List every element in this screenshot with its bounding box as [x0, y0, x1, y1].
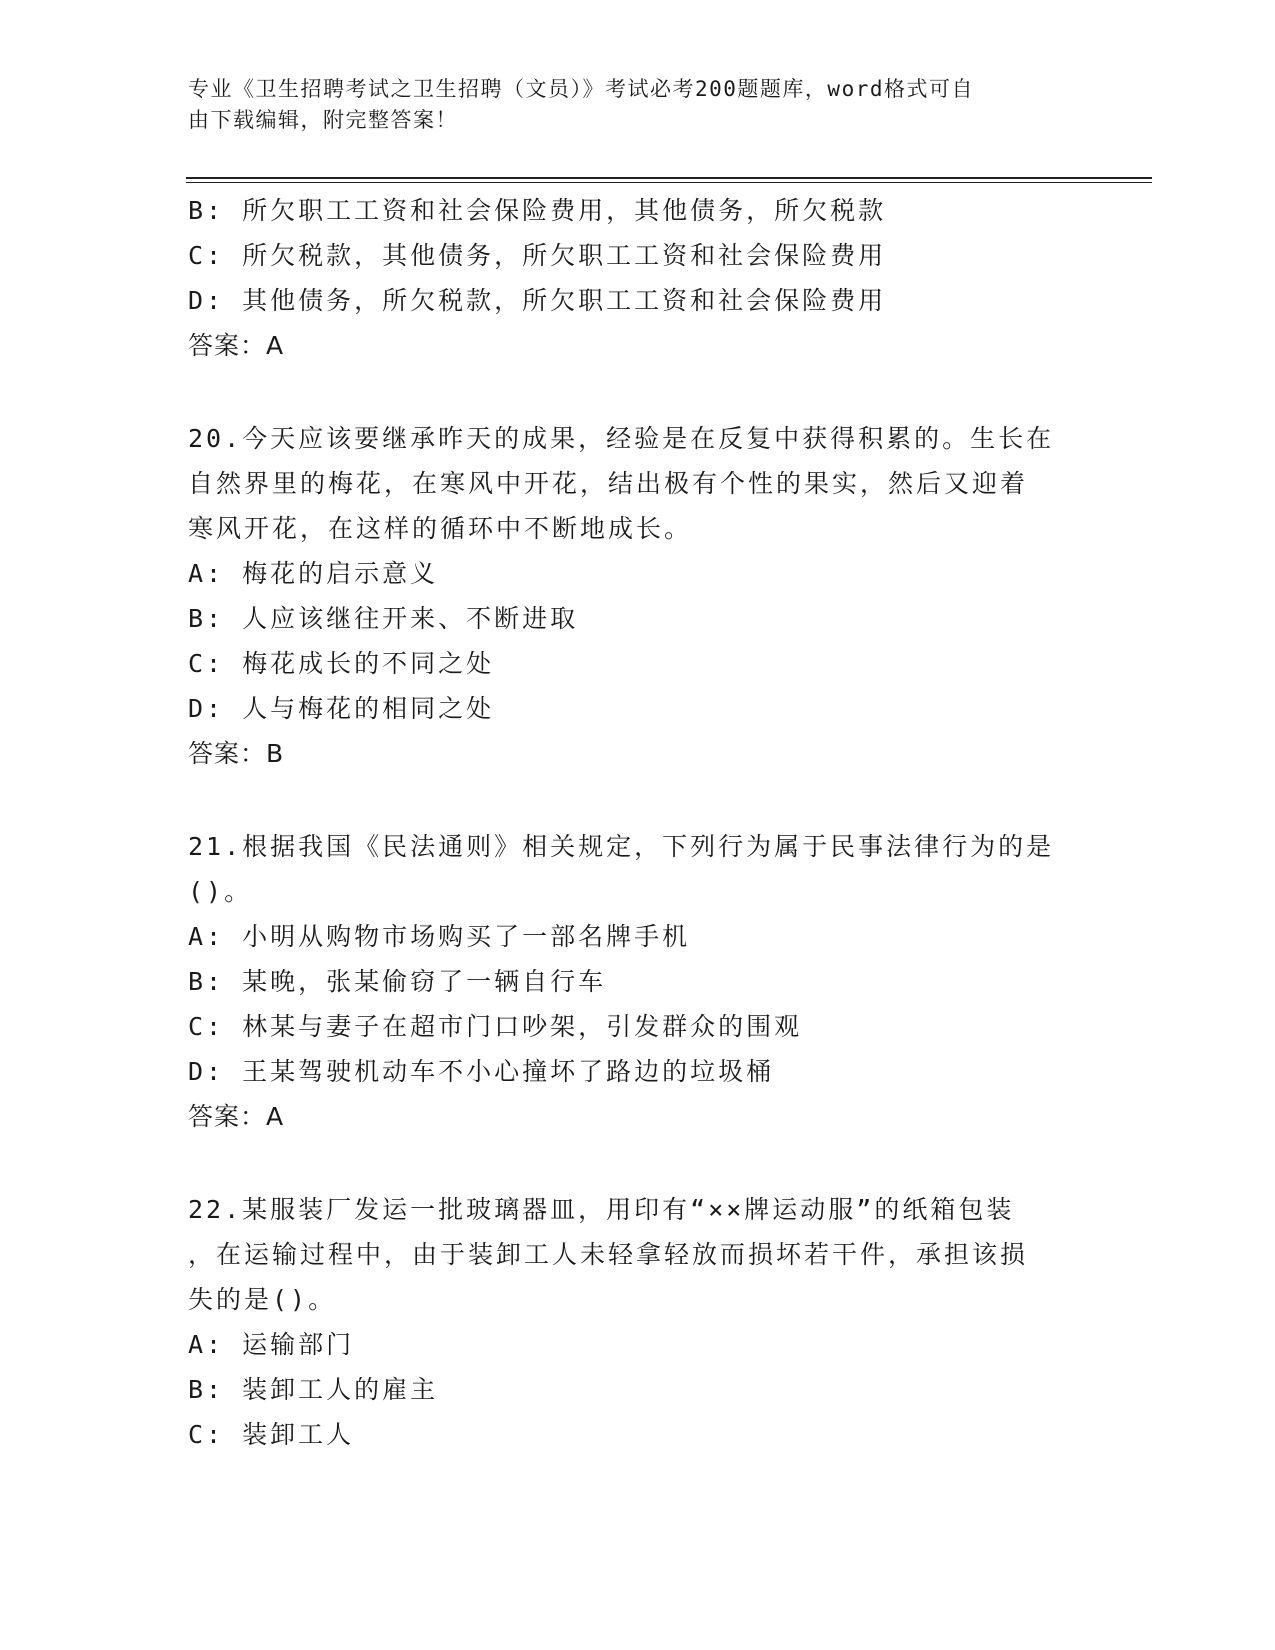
q21-text-line-1: 21.根据我国《民法通则》相关规定，下列行为属于民事法律行为的是 — [188, 832, 1055, 861]
q20-option-b: B: 人应该继往开来、不断进取 — [188, 604, 579, 633]
q22-text-line-2: ，在运输过程中，由于装卸工人未轻拿轻放而损坏若干件，承担该损 — [188, 1240, 1029, 1269]
q19-option-c: C: 所欠税款，其他债务，所欠职工工资和社会保险费用 — [188, 241, 887, 270]
q21-option-b: B: 某晚，张某偷窃了一辆自行车 — [188, 967, 607, 996]
q21-option-d: D: 王某驾驶机动车不小心撞坏了路边的垃圾桶 — [188, 1057, 775, 1086]
q20-option-a: A: 梅花的启示意义 — [188, 559, 439, 588]
q21-answer: 答案：A — [188, 1102, 285, 1131]
spacer — [188, 1139, 1088, 1187]
q19-answer: 答案：A — [188, 331, 285, 360]
header-intro-line-1: 专业《卫生招聘考试之卫生招聘（文员）》考试必考200题题库，word格式可自 — [188, 77, 974, 101]
q21-option-c: C: 林某与妻子在超市门口吵架，引发群众的围观 — [188, 1012, 803, 1041]
q19-option-d: D: 其他债务，所欠税款，所欠职工工资和社会保险费用 — [188, 286, 887, 315]
question-22 — [188, 1187, 1088, 1457]
q19-option-b: B: 所欠职工工资和社会保险费用，其他债务，所欠税款 — [188, 196, 887, 225]
header-rule-thin — [186, 182, 1152, 183]
q20-text-line-3: 寒风开花，在这样的循环中不断地成长。 — [188, 514, 693, 543]
question-19-tail — [188, 188, 1088, 368]
spacer — [188, 776, 1088, 824]
q22-text-line-3: 失的是()。 — [188, 1285, 337, 1314]
spacer — [188, 368, 1088, 416]
q22-text-line-1: 22.某服装厂发运一批玻璃器皿，用印有“××牌运动服”的纸箱包装 — [188, 1195, 1015, 1224]
q21-text-line-2: ()。 — [188, 877, 253, 906]
q20-text-line-1: 20.今天应该要继承昨天的成果，经验是在反复中获得积累的。生长在 — [188, 424, 1055, 453]
question-20 — [188, 416, 1088, 776]
q20-answer: 答案：B — [188, 739, 285, 768]
q21-option-a: A: 小明从购物市场购买了一部名牌手机 — [188, 922, 691, 951]
q22-option-c: C: 装卸工人 — [188, 1420, 355, 1449]
document-body — [188, 188, 1088, 1457]
q20-option-d: D: 人与梅花的相同之处 — [188, 694, 495, 723]
q20-text-line-2: 自然界里的梅花，在寒风中开花，结出极有个性的果实，然后又迎着 — [188, 469, 1029, 498]
header-intro-line-2: 由下载编辑，附完整答案！ — [188, 108, 458, 132]
q20-option-c: C: 梅花成长的不同之处 — [188, 649, 495, 678]
q22-option-b: B: 装卸工人的雇主 — [188, 1375, 439, 1404]
header-rule-thick — [186, 177, 1152, 179]
q22-option-a: A: 运输部门 — [188, 1330, 355, 1359]
document-header — [188, 74, 1068, 136]
question-21 — [188, 824, 1088, 1139]
